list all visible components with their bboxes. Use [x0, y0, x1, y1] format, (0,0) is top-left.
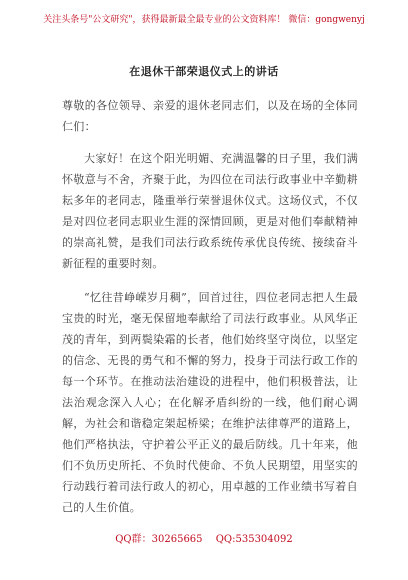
salutation-paragraph: 尊敬的各位领导、亲爱的退休老同志们，以及在场的全体同仁们：: [62, 99, 358, 133]
document-title: 在退休干部荣退仪式上的讲话: [129, 65, 279, 78]
review-paragraph: “忆往昔峥嵘岁月稠”，回首过往，四位老同志把人生最宝贵的时光，毫无保留地奉献给了司法行政事业。从风华正茂的青年，到两鬓染霜的长者，他们始终坚守岗位，以坚定的信念、无畏的勇气和不懈的努力，投身于司法行政工作的每一个环节。在推动法治建设的进程中，他们积极普法，让法治观念深入人心；在化解矛盾纠纷的一线，他们耐心调解，为社会和谐稳定架起桥梁；在维护法律尊严的道路上，他们严格执法，守护着公平正义的最后防线。几十年来，他们不负历史所托、不负时代使命、不负人民期望，用坚实的行动践行着司法行政人的初心，用卓越的工作业绩书写着自己的人生价值。: [62, 291, 358, 514]
footer-qq-group: QQ群：30265665: [115, 534, 203, 545]
footer-contacts: [0, 533, 408, 546]
footer-qq-number: QQ:535304092: [215, 534, 293, 545]
document-body: [62, 95, 358, 518]
greeting-paragraph: 大家好！在这个阳光明媚、充满温馨的日子里，我们满怀敬意与不舍，齐聚于此，为四位在司法行政事业中辛勤耕耘多年的老同志，隆重举行荣誉退休仪式。这场仪式，不仅是对四位老同志职业生涯的深情回顾，更是对他们奉献精神的崇高礼赞，是我们司法行政系统传承优良传统、接续奋斗新征程的重要时刻。: [62, 152, 358, 270]
header-note: 关注头条号"公文研究"，获得最新最全最专业的公文资料库！ 微信：gongwenyj: [43, 15, 365, 25]
